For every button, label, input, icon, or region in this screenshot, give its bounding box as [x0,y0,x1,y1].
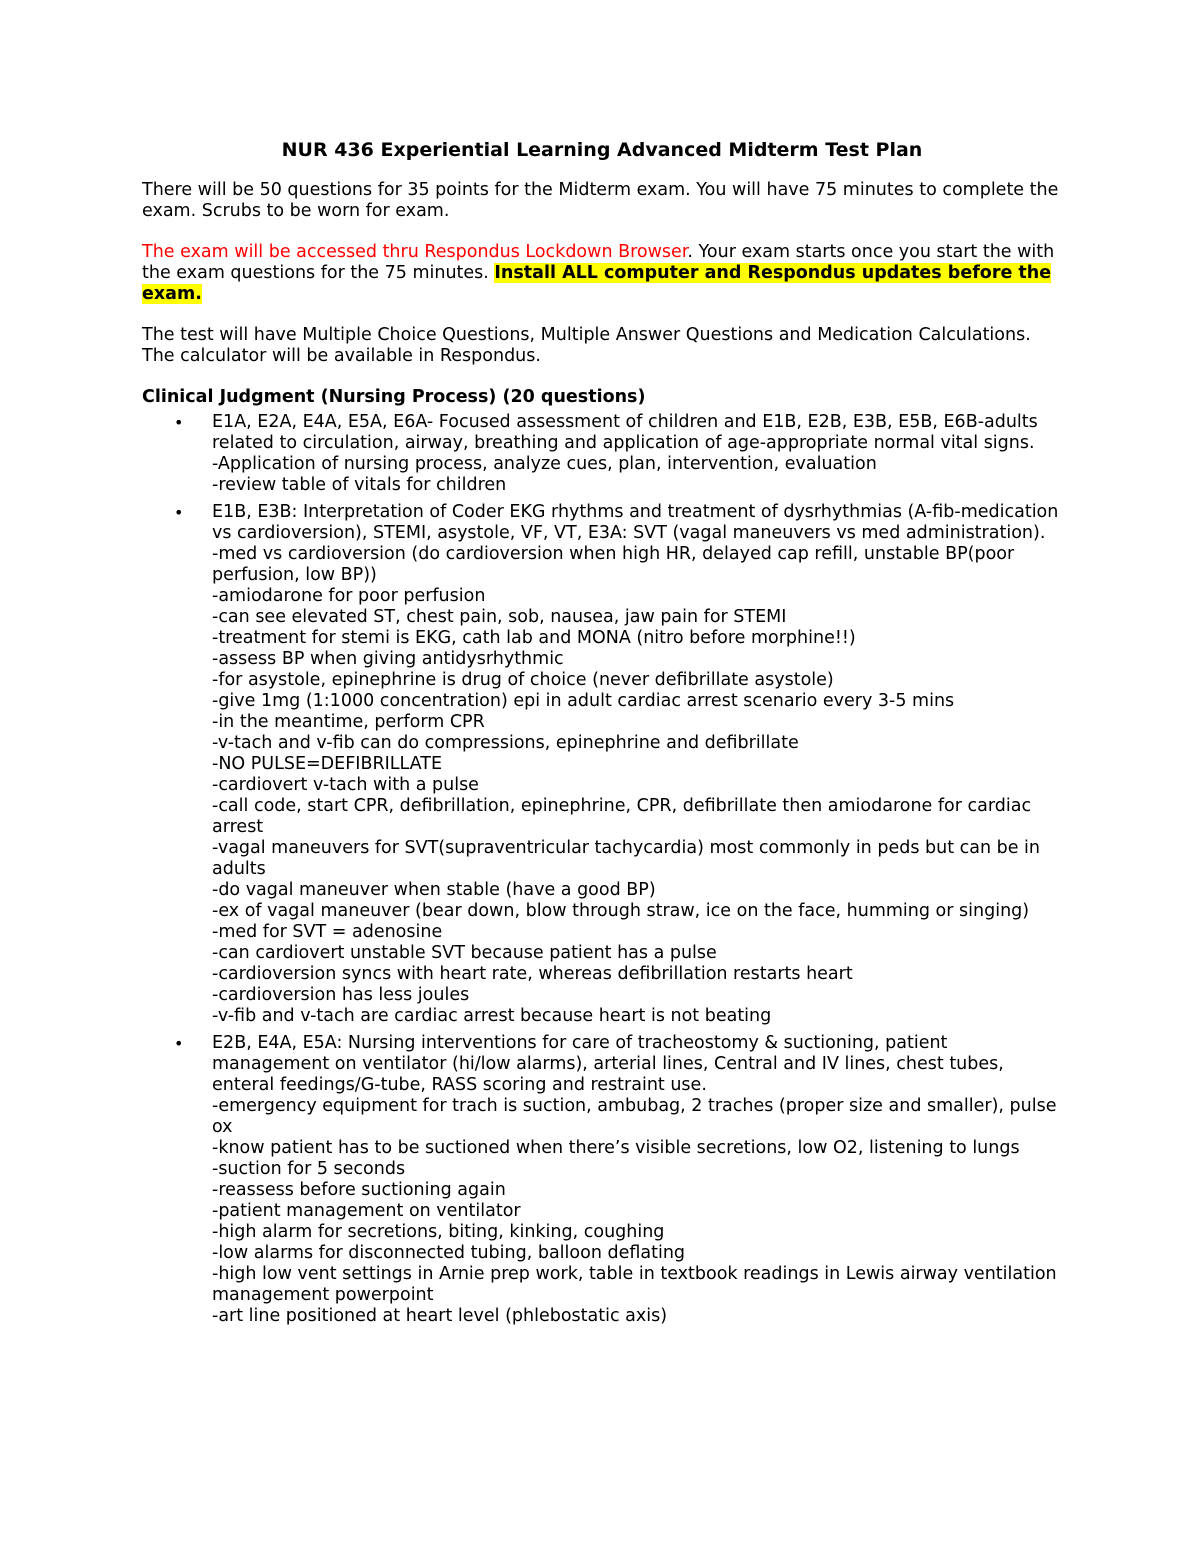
topic-note: -cardioversion syncs with heart rate, whereas defibrillation restarts heart [212,964,853,984]
topic-text: E1B, E3B: Interpretation of Coder EKG rhythms and treatment of dysrhythmias (A-fib-medication vs cardioversion), STEMI, asystole, VF, VT, E3A: SVT (vagal maneuvers vs med administration). [212,502,1059,543]
topic-note: -review table of vitals for children [212,475,507,495]
section-heading: Clinical Judgment (Nursing Process) (20 questions) [142,387,646,407]
topic-note: -med vs cardioversion (do cardioversion when high HR, delayed cap refill, unstable BP(poor perfusion, low BP)) [212,544,1015,585]
topic-note: -assess BP when giving antidysrhythmic [212,649,564,669]
topic-note: -Application of nursing process, analyze cues, plan, intervention, evaluation [212,454,877,474]
topic-text: E2B, E4A, E5A: Nursing interventions for care of tracheostomy & suctioning, patient management on ventilator (hi/low alarms), arterial lines, Central and IV lines, chest tubes, enteral feedings/G-tube, RASS scoring and restraint use. [212,1033,1004,1095]
topic-note: -can see elevated ST, chest pain, sob, nausea, jaw pain for STEMI [212,607,787,627]
topic-note: -in the meantime, perform CPR [212,712,485,732]
topic-note: -for asystole, epinephrine is drug of choice (never defibrillate asystole) [212,670,834,690]
topic-note: -med for SVT = adenosine [212,922,443,942]
topic-item [142,1033,1062,1327]
topic-note: -v-fib and v-tach are cardiac arrest because heart is not beating [212,1006,772,1026]
topic-note: -ex of vagal maneuver (bear down, blow through straw, ice on the face, humming or singing) [212,901,1030,921]
install-updates-highlight: Install ALL computer and Respondus updates before the exam. [142,263,1052,304]
topic-note: -do vagal maneuver when stable (have a good BP) [212,880,656,900]
topic-note: -call code, start CPR, defibrillation, epinephrine, CPR, defibrillate then amiodarone for cardiac arrest [212,796,1032,837]
topic-note: -vagal maneuvers for SVT(supraventricular tachycardia) most commonly in peds but can be in adults [212,838,1041,879]
topic-item [142,412,1062,496]
topic-note: -suction for 5 seconds [212,1159,406,1179]
topic-item [142,502,1062,1027]
document-page [142,138,1062,1333]
topic-note: -treatment for stemi is EKG, cath lab and MONA (nitro before morphine!!) [212,628,856,648]
topic-note: -reassess before suctioning again [212,1180,506,1200]
topic-note: -NO PULSE=DEFIBRILLATE [212,754,443,774]
topic-note: -cardiovert v-tach with a pulse [212,775,479,795]
access-paragraph [142,242,1062,305]
intro-paragraph: There will be 50 questions for 35 points for the Midterm exam. You will have 75 minutes to complete the exam. Scrubs to be worn for exam. [142,180,1059,221]
topic-note: -low alarms for disconnected tubing, balloon deflating [212,1243,686,1263]
topic-note: -v-tach and v-fib can do compressions, epinephrine and defibrillate [212,733,799,753]
topic-note: -patient management on ventilator [212,1201,521,1221]
topic-note: -art line positioned at heart level (phlebostatic axis) [212,1306,668,1326]
topic-note: -can cardiovert unstable SVT because patient has a pulse [212,943,717,963]
topic-note: -give 1mg (1:1000 concentration) epi in adult cardiac arrest scenario every 3-5 mins [212,691,955,711]
bullet-icon: • [174,413,184,432]
bullet-icon: • [174,503,184,522]
document-title: NUR 436 Experiential Learning Advanced Midterm Test Plan [281,139,923,161]
topic-list [142,412,1062,1327]
topic-note: -high low vent settings in Arnie prep work, table in textbook readings in Lewis airway ventilation management powerpoint [212,1264,1057,1305]
question-types-paragraph: The test will have Multiple Choice Questions, Multiple Answer Questions and Medication Calculations. The calculator will be available in Respondus. [142,325,1031,366]
access-text: . Your exam starts once you start the with the exam questions for the 75 minutes. [142,242,1055,283]
lockdown-browser-notice: The exam will be accessed thru Respondus Lockdown Browser [142,242,688,262]
topic-note: -emergency equipment for trach is suction, ambubag, 2 traches (proper size and smaller), pulse ox [212,1096,1057,1137]
topic-note: -cardioversion has less joules [212,985,470,1005]
topic-text: E1A, E2A, E4A, E5A, E6A- Focused assessment of children and E1B, E2B, E3B, E5B, E6B-adults related to circulation, airway, breathing and application of age-appropriate normal vital signs. [212,412,1038,453]
topic-note: -high alarm for secretions, biting, kinking, coughing [212,1222,665,1242]
bullet-icon: • [174,1034,184,1053]
topic-note: -amiodarone for poor perfusion [212,586,486,606]
topic-note: -know patient has to be suctioned when there’s visible secretions, low O2, listening to lungs [212,1138,1020,1158]
